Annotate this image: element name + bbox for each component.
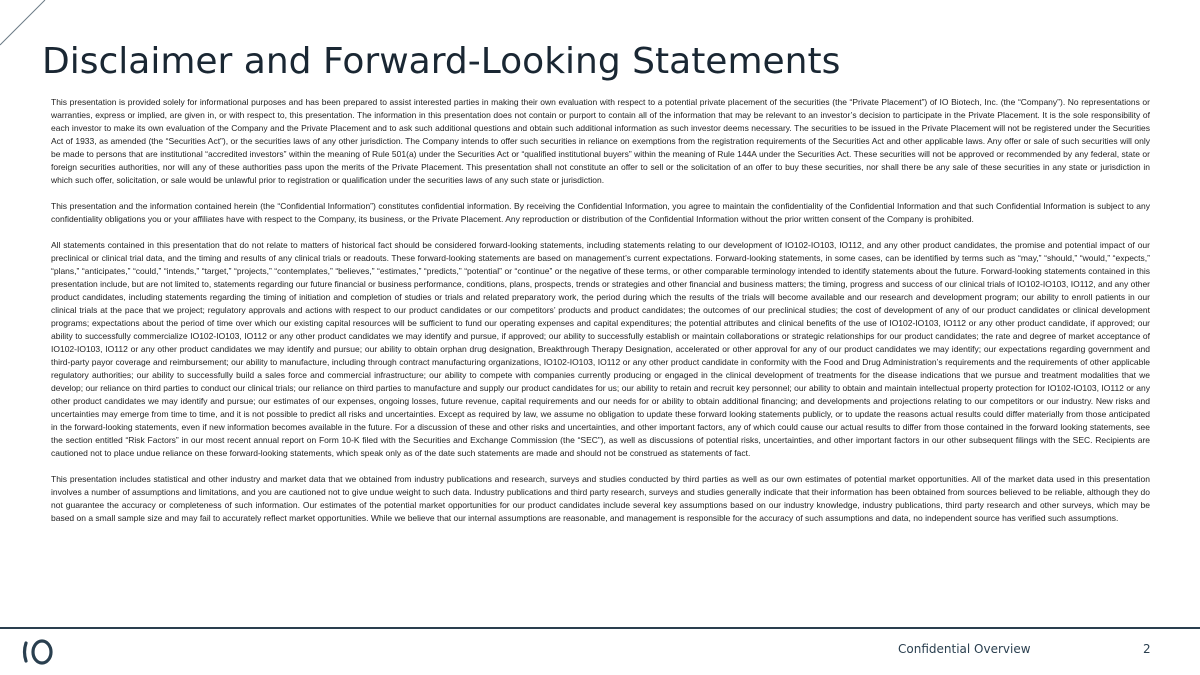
paragraph-market-data: This presentation includes statistical and other industry and market data that we obtained from industry publications and research, surveys and studies conducted by third parties as well as our own estimates of potential market opportunities. All of the market data used in this presentation involves a number of assumptions and limitations, and you are cautioned not to give undue weight to such data. Industry publications and third party research, surveys and studies generally indicate that their information has been obtained from sources believed to be reliable, although they do not guarantee the accuracy or completeness of such information. Our estimates of the potential market opportunities for our product candidates include several key assumptions based on our industry knowledge, industry publications, third party research and other surveys, which may be based on a small sample size and may fail to accurately reflect market opportunities. While we believe that our internal assumptions are reasonable, and management is responsible for the accuracy of such assumptions and data, no independent source has verified such assumptions. [51,474,1150,523]
footer-divider [0,627,1200,629]
footer-label: Confidential Overview [898,642,1031,656]
page-number: 2 [1143,642,1151,656]
paragraph-confidential-information: This presentation and the information contained herein (the “Confidential Information”) constitutes confidential information. By receiving the Confidential Information, you agree to maintain the confidentiality of the Confidential Information and that such Confidential Information is subject to any confidentiality obligations you or your affiliates have with respect to the Company, its business, or the Private Placement. Any reproduction or distribution of the Confidential Information without the prior written consent of the Company is prohibited. [51,201,1150,224]
paragraph-private-placement: This presentation is provided solely for informational purposes and has been prepared to assist interested parties in making their own evaluation with respect to a potential private placement of the securities (the “Private Placement”) of IO Biotech, Inc. (the “Company”). No representations or warranties, express or implied, are given in, or with respect to, this presentation. The information in this presentation does not contain or purport to contain all of the information that may be relevant to an investor’s decision to participate in the Private Placement. It is the sole responsibility of each investor to make its own evaluation of the Company and the Private Placement and to ask such additional questions and obtain such additional information as such investor deems necessary. The securities to be issued in the Private Placement will not be registered under the Securities Act of 1933, as amended (the “Securities Act”), or the securities laws of any other jurisdiction. The Company intends to offer such securities in reliance on exemptions from the registration requirements of the Securities Act and other applicable laws. Any offer or sale of such securities will only be made to persons that are institutional “accredited investors” within the meaning of Rule 501(a) under the Securities Act or “qualified institutional buyers” within the meaning of Rule 144A under the Securities Act. These securities will not be approved or recommended by any federal, state or foreign securities authorities, nor will any of these authorities pass upon the merits of the Private Placement. This presentation shall not constitute an offer to sell or the solicitation of an offer to buy these securities, nor shall there be any sale of these securities in any state or jurisdiction in which such offer, solicitation, or sale would be unlawful prior to registration or qualification under the securities laws of any such state or jurisdiction. [51,97,1150,185]
io-biotech-logo-icon [20,637,56,667]
page-title: Disclaimer and Forward-Looking Statements [42,41,841,82]
paragraph-forward-looking: All statements contained in this presentation that do not relate to matters of historical fact should be considered forward-looking statements, including statements relating to our development of IO102-IO103, IO112, and any other product candidates, the promise and potential impact of our preclinical or clinical trial data, and the timing and results of any clinical trials or readouts. These forward-looking statements are based on management’s current expectations. Forward-looking statements, in some cases, can be identified by terms such as “may,” “should,” “would,” “expects,” “plans,” “anticipates,” “could,” “intends,” “target,” “projects,” “contemplates,” “believes,” “estimates,” “predicts,” “potential” or “continue” or the negative of these terms, or other comparable terminology intended to identify statements about the future. Forward-looking statements contained in this presentation include, but are not limited to, statements regarding our future financial or business performance, conditions, plans, prospects, trends or strategies and other financial and business matters; the timing, progress and success of our clinical trials of IO102-IO103, IO112, and any other product candidates, including statements regarding the timing of initiation and completion of studies or trials and related preparatory work, the period during which the results of the trials will become available and our research and development program; our ability to enroll patients in our clinical trials at the pace that we project; regulatory approvals and actions with respect to our product candidates or our competitors’ products and product candidates; the outcomes of our preclinical studies; the cost of development of any of our product candidates or clinical development programs; expectations about the period of time over which our existing capital resources will be sufficient to fund our operating expenses and capital expenditures; the potential attributes and clinical benefits of the use of IO102-IO103, IO112 or any other product candidate, if approved; our ability to successfully commercialize IO102-IO103, IO112 or any other product candidates we may identify and pursue, if approved; our ability to successfully establish or maintain collaborations or strategic relationships for our product candidates; the rate and degree of market acceptance of IO102-IO103, IO112 or any other product candidates we may identify and pursue; our ability to obtain orphan drug designation, Breakthrough Therapy Designation, accelerated or other approval for any of our product candidates we may identify; our expectations regarding government and third-party payor coverage and reimbursement; our ability to manufacture, including through contract manufacturing organizations, IO102-IO103, IO112 or any other product candidate in conformity with the Food and Drug Administration’s requirements and the requirements of other applicable regulatory authorities; our ability to successfully build a sales force and commercial infrastructure; our ability to compete with companies currently producing or engaged in the clinical development of treatments for the disease indications that we pursue and treatment modalities that we develop; our reliance on third parties to conduct our clinical trials; our reliance on third parties to manufacture and supply our product candidates for us; our ability to retain and recruit key personnel; our ability to obtain and maintain intellectual property protection for IO102-IO103, IO112 or any other product candidates we may identify and pursue; our estimates of our expenses, ongoing losses, future revenue, capital requirements and our needs for or ability to obtain additional financing; and developments and projections relating to our competitors or our industry. New risks and uncertainties may emerge from time to time, and it is not possible to predict all risks and uncertainties. Except as required by law, we assume no obligation to update these forward looking statements publicly, or to update the reasons actual results could differ materially from those anticipated in the forward-looking statements, even if new information becomes available in the future. For a discussion of these and other risks and uncertainties, and other important factors, any of which could cause our actual results to differ from those contained in the forward looking statements, see the section entitled “Risk Factors” in our most recent annual report on Form 10-K filed with the Securities and Exchange Commission (the “SEC”), as well as discussions of potential risks, uncertainties, and other important factors in our other subsequent filings with the SEC. Recipients are cautioned not to place undue reliance on these forward-looking statements, which speak only as of the date such statements are made and should not be construed as statements of fact. [51,240,1150,458]
disclaimer-body [51,96,1150,538]
